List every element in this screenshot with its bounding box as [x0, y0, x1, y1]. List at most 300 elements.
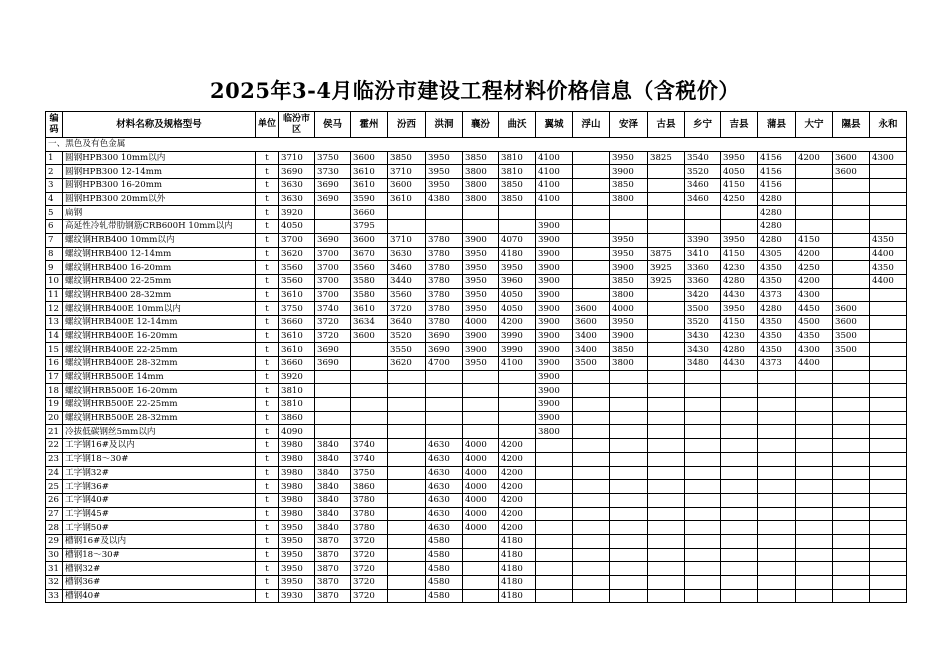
price-cell: 4630	[426, 521, 463, 535]
price-cell: 3950	[426, 151, 463, 165]
table-row	[46, 493, 907, 507]
price-cell: 3850	[499, 192, 536, 206]
price-cell: 3500	[833, 329, 870, 343]
material-name: 螺纹钢HRB400 22-25mm	[63, 274, 256, 288]
price-cell: 3560	[388, 288, 426, 302]
price-cell	[833, 247, 870, 261]
price-cell: 3900	[610, 329, 648, 343]
price-cell: 3500	[685, 302, 721, 316]
price-cell	[536, 562, 573, 576]
price-cell: 4200	[499, 480, 536, 494]
price-cell: 3460	[685, 192, 721, 206]
row-code: 5	[46, 206, 63, 220]
material-name: 槽钢16#及以内	[63, 534, 256, 548]
price-cell	[870, 370, 907, 384]
price-cell	[499, 206, 536, 220]
price-cell: 3720	[351, 576, 388, 590]
price-cell: 4200	[499, 315, 536, 329]
material-name: 工字钢18～30#	[63, 452, 256, 466]
price-cell	[499, 398, 536, 412]
price-cell	[648, 315, 685, 329]
price-cell: 4300	[870, 151, 907, 165]
price-cell	[648, 466, 685, 480]
price-cell	[870, 315, 907, 329]
price-cell: 3980	[279, 439, 315, 453]
price-cell: 3660	[279, 357, 315, 371]
price-cell: 4200	[499, 493, 536, 507]
page-title: 2025年3-4月临汾市建设工程材料价格信息（含税价）	[210, 78, 740, 103]
col-header-region: 永和	[870, 112, 907, 138]
row-code: 4	[46, 192, 63, 206]
price-cell	[870, 411, 907, 425]
price-cell: 3630	[279, 179, 315, 193]
price-cell: 4000	[610, 302, 648, 316]
price-cell	[648, 206, 685, 220]
price-cell	[758, 411, 796, 425]
price-cell	[833, 261, 870, 275]
price-cell: 4156	[758, 165, 796, 179]
price-cell: 4000	[463, 480, 499, 494]
price-cell: 4350	[870, 233, 907, 247]
price-cell: 4350	[758, 343, 796, 357]
price-cell	[833, 411, 870, 425]
col-header-region: 临汾市区	[279, 112, 315, 138]
price-cell: 3690	[315, 357, 351, 371]
col-header-region: 洪洞	[426, 112, 463, 138]
price-cell: 3810	[279, 384, 315, 398]
material-name: 螺纹钢HRB400 16-20mm	[63, 261, 256, 275]
price-cell: 3925	[648, 261, 685, 275]
price-cell: 3780	[426, 247, 463, 261]
price-cell: 3840	[315, 452, 351, 466]
price-cell: 3950	[426, 179, 463, 193]
price-cell	[685, 370, 721, 384]
price-cell	[758, 576, 796, 590]
price-cell: 4430	[721, 357, 758, 371]
price-cell: 4350	[758, 274, 796, 288]
price-cell: 3700	[279, 233, 315, 247]
price-cell	[833, 288, 870, 302]
table-row	[46, 343, 907, 357]
unit-cell: t	[256, 452, 279, 466]
row-code: 10	[46, 274, 63, 288]
price-cell: 3390	[685, 233, 721, 247]
price-cell: 3710	[279, 151, 315, 165]
price-cell	[610, 411, 648, 425]
price-cell	[463, 220, 499, 234]
price-cell	[426, 206, 463, 220]
price-cell	[870, 452, 907, 466]
price-cell: 4180	[499, 548, 536, 562]
price-cell: 3700	[315, 274, 351, 288]
price-cell	[833, 548, 870, 562]
price-cell: 3870	[315, 589, 351, 603]
price-cell	[796, 521, 833, 535]
price-cell	[685, 206, 721, 220]
price-cell: 3740	[315, 302, 351, 316]
table-row	[46, 384, 907, 398]
row-code: 26	[46, 493, 63, 507]
price-cell: 3900	[536, 220, 573, 234]
price-cell: 3950	[463, 357, 499, 371]
price-cell	[463, 562, 499, 576]
price-cell	[463, 534, 499, 548]
price-cell: 4580	[426, 576, 463, 590]
price-cell	[796, 220, 833, 234]
price-cell: 3630	[388, 247, 426, 261]
table-row	[46, 589, 907, 603]
price-cell	[833, 480, 870, 494]
col-header-region: 古县	[648, 112, 685, 138]
price-cell	[870, 302, 907, 316]
price-cell: 4000	[463, 452, 499, 466]
price-cell	[870, 206, 907, 220]
unit-cell: t	[256, 589, 279, 603]
price-cell: 4100	[536, 151, 573, 165]
price-cell: 3860	[351, 480, 388, 494]
price-cell	[833, 562, 870, 576]
price-cell: 3560	[279, 274, 315, 288]
price-cell: 4000	[463, 466, 499, 480]
unit-cell: t	[256, 261, 279, 275]
col-header-region: 汾西	[388, 112, 426, 138]
price-cell: 3360	[685, 274, 721, 288]
unit-cell: t	[256, 480, 279, 494]
price-cell	[721, 425, 758, 439]
price-cell	[685, 220, 721, 234]
price-cell	[315, 384, 351, 398]
price-cell	[685, 493, 721, 507]
unit-cell: t	[256, 302, 279, 316]
material-name: 工字钢50#	[63, 521, 256, 535]
material-name: 螺纹钢HRB400E 22-25mm	[63, 343, 256, 357]
price-cell: 3950	[279, 576, 315, 590]
price-cell	[796, 398, 833, 412]
price-cell	[536, 548, 573, 562]
price-cell: 4580	[426, 562, 463, 576]
price-cell	[758, 534, 796, 548]
price-cell: 3900	[610, 261, 648, 275]
price-cell	[721, 480, 758, 494]
price-cell	[610, 384, 648, 398]
price-cell: 3870	[315, 562, 351, 576]
price-cell: 3780	[351, 493, 388, 507]
price-cell	[388, 384, 426, 398]
material-name: 槽钢18～30#	[63, 548, 256, 562]
price-cell: 3950	[463, 274, 499, 288]
unit-cell: t	[256, 466, 279, 480]
price-cell	[610, 548, 648, 562]
price-cell	[315, 220, 351, 234]
price-cell: 4150	[721, 247, 758, 261]
price-cell	[833, 274, 870, 288]
price-cell	[573, 493, 610, 507]
price-cell	[796, 384, 833, 398]
price-cell	[870, 288, 907, 302]
price-cell: 3550	[388, 343, 426, 357]
table-row	[46, 288, 907, 302]
price-cell: 4156	[758, 151, 796, 165]
price-cell: 3840	[315, 439, 351, 453]
price-cell: 3900	[463, 329, 499, 343]
price-cell: 3520	[388, 329, 426, 343]
price-cell	[536, 466, 573, 480]
price-cell: 3840	[315, 480, 351, 494]
row-code: 23	[46, 452, 63, 466]
price-cell: 3690	[315, 233, 351, 247]
price-cell	[610, 206, 648, 220]
price-cell: 3590	[351, 192, 388, 206]
material-name: 冷拔低碳钢丝5mm以内	[63, 425, 256, 439]
row-code: 33	[46, 589, 63, 603]
price-cell: 3900	[536, 302, 573, 316]
price-cell	[463, 548, 499, 562]
price-cell	[833, 357, 870, 371]
price-cell: 3720	[351, 548, 388, 562]
price-cell	[685, 534, 721, 548]
price-cell	[573, 233, 610, 247]
price-cell: 3950	[721, 151, 758, 165]
price-cell: 3950	[426, 165, 463, 179]
price-cell	[685, 480, 721, 494]
unit-cell: t	[256, 151, 279, 165]
price-cell: 3630	[279, 192, 315, 206]
table-row	[46, 179, 907, 193]
price-cell	[388, 466, 426, 480]
unit-cell: t	[256, 329, 279, 343]
unit-cell: t	[256, 576, 279, 590]
price-cell: 4280	[758, 206, 796, 220]
price-cell	[315, 425, 351, 439]
price-cell: 3360	[685, 261, 721, 275]
price-cell	[870, 534, 907, 548]
price-cell	[315, 411, 351, 425]
price-cell: 3610	[279, 329, 315, 343]
price-cell	[573, 192, 610, 206]
price-cell: 4180	[499, 589, 536, 603]
price-cell: 4350	[796, 329, 833, 343]
price-cell	[796, 165, 833, 179]
price-cell	[610, 562, 648, 576]
table-row	[46, 548, 907, 562]
table-row	[46, 411, 907, 425]
price-cell	[463, 425, 499, 439]
price-cell: 3520	[685, 165, 721, 179]
price-cell: 4050	[499, 302, 536, 316]
price-cell: 3710	[388, 233, 426, 247]
price-cell	[573, 274, 610, 288]
table-row	[46, 480, 907, 494]
price-cell: 4100	[499, 357, 536, 371]
price-cell: 3610	[388, 192, 426, 206]
price-cell: 4200	[499, 466, 536, 480]
price-cell	[833, 466, 870, 480]
price-cell	[648, 329, 685, 343]
price-cell	[536, 439, 573, 453]
price-cell	[351, 343, 388, 357]
unit-cell: t	[256, 493, 279, 507]
unit-cell: t	[256, 562, 279, 576]
price-cell	[499, 384, 536, 398]
price-cell	[463, 206, 499, 220]
price-cell	[388, 534, 426, 548]
price-cell	[315, 398, 351, 412]
price-cell: 3840	[315, 466, 351, 480]
price-cell	[870, 521, 907, 535]
price-cell: 3750	[315, 151, 351, 165]
price-cell	[573, 589, 610, 603]
price-cell	[648, 439, 685, 453]
price-table	[45, 111, 907, 603]
price-cell	[833, 425, 870, 439]
price-cell	[796, 480, 833, 494]
price-cell: 3850	[388, 151, 426, 165]
material-name: 螺纹钢HRB500E 14mm	[63, 370, 256, 384]
price-cell	[388, 562, 426, 576]
price-cell	[721, 439, 758, 453]
price-cell	[610, 220, 648, 234]
row-code: 3	[46, 179, 63, 193]
price-cell	[721, 576, 758, 590]
price-cell: 3800	[610, 288, 648, 302]
price-cell: 3780	[426, 261, 463, 275]
price-cell	[573, 247, 610, 261]
price-cell	[648, 534, 685, 548]
col-header-region: 霍州	[351, 112, 388, 138]
material-name: 螺纹钢HRB500E 16-20mm	[63, 384, 256, 398]
row-code: 1	[46, 151, 63, 165]
price-cell: 3800	[610, 192, 648, 206]
col-header-region: 侯马	[315, 112, 351, 138]
price-cell	[796, 589, 833, 603]
price-cell: 3840	[315, 507, 351, 521]
price-cell	[573, 151, 610, 165]
price-cell	[721, 370, 758, 384]
price-cell	[870, 425, 907, 439]
price-cell	[536, 521, 573, 535]
price-cell	[833, 589, 870, 603]
price-cell: 3950	[610, 151, 648, 165]
price-cell	[351, 425, 388, 439]
price-cell	[536, 576, 573, 590]
price-cell: 4180	[499, 562, 536, 576]
price-cell	[870, 192, 907, 206]
col-header-region: 大宁	[796, 112, 833, 138]
price-cell: 3460	[388, 261, 426, 275]
price-cell: 3610	[279, 288, 315, 302]
material-name: 高延性冷轧带肋钢筋CRB600H 10mm以内	[63, 220, 256, 234]
material-name: 工字钢45#	[63, 507, 256, 521]
price-cell	[573, 534, 610, 548]
material-name: 工字钢16#及以内	[63, 439, 256, 453]
price-cell	[833, 220, 870, 234]
price-cell: 3900	[463, 343, 499, 357]
price-cell	[833, 398, 870, 412]
price-cell: 3900	[463, 233, 499, 247]
price-cell	[573, 288, 610, 302]
unit-cell: t	[256, 548, 279, 562]
price-cell	[463, 370, 499, 384]
price-cell: 3780	[351, 507, 388, 521]
price-cell: 3600	[388, 179, 426, 193]
price-cell: 3925	[648, 274, 685, 288]
price-cell: 4350	[758, 315, 796, 329]
table-row	[46, 507, 907, 521]
price-cell	[648, 192, 685, 206]
price-cell	[426, 425, 463, 439]
price-cell: 4180	[499, 534, 536, 548]
price-cell	[610, 466, 648, 480]
price-cell: 3950	[463, 302, 499, 316]
price-cell	[833, 507, 870, 521]
price-cell: 3950	[610, 247, 648, 261]
price-cell	[610, 370, 648, 384]
price-cell	[870, 589, 907, 603]
price-cell	[388, 398, 426, 412]
price-cell	[610, 507, 648, 521]
price-cell	[610, 521, 648, 535]
price-cell: 3660	[351, 206, 388, 220]
price-cell	[648, 493, 685, 507]
price-cell: 4373	[758, 357, 796, 371]
row-code: 14	[46, 329, 63, 343]
unit-cell: t	[256, 274, 279, 288]
col-header-region: 吉县	[721, 112, 758, 138]
price-cell: 3600	[573, 302, 610, 316]
price-cell	[796, 466, 833, 480]
price-cell: 4400	[870, 247, 907, 261]
price-cell	[426, 384, 463, 398]
table-row	[46, 398, 907, 412]
table-row	[46, 192, 907, 206]
price-cell	[796, 452, 833, 466]
material-name: 螺纹钢HRB400E 10mm以内	[63, 302, 256, 316]
price-cell: 3720	[315, 329, 351, 343]
price-cell	[610, 493, 648, 507]
price-cell: 3740	[351, 439, 388, 453]
price-cell: 4280	[758, 192, 796, 206]
price-cell	[463, 576, 499, 590]
price-cell: 3795	[351, 220, 388, 234]
row-code: 12	[46, 302, 63, 316]
price-cell: 3600	[351, 329, 388, 343]
price-cell: 3930	[279, 589, 315, 603]
price-cell: 4630	[426, 452, 463, 466]
row-code: 28	[46, 521, 63, 535]
price-cell: 3840	[315, 493, 351, 507]
price-cell	[870, 220, 907, 234]
price-cell: 4350	[758, 261, 796, 275]
price-cell: 3950	[463, 247, 499, 261]
price-cell: 4400	[870, 274, 907, 288]
row-code: 32	[46, 576, 63, 590]
price-cell	[536, 534, 573, 548]
price-cell	[685, 562, 721, 576]
price-cell	[833, 370, 870, 384]
price-cell	[648, 411, 685, 425]
price-cell	[833, 206, 870, 220]
price-cell	[685, 425, 721, 439]
price-cell	[573, 425, 610, 439]
price-cell	[721, 411, 758, 425]
price-cell: 3730	[315, 165, 351, 179]
col-header-region: 襄汾	[463, 112, 499, 138]
col-header-unit: 单位	[256, 112, 279, 138]
material-name: 槽钢36#	[63, 576, 256, 590]
price-cell	[870, 398, 907, 412]
table-row	[46, 315, 907, 329]
price-cell	[685, 466, 721, 480]
